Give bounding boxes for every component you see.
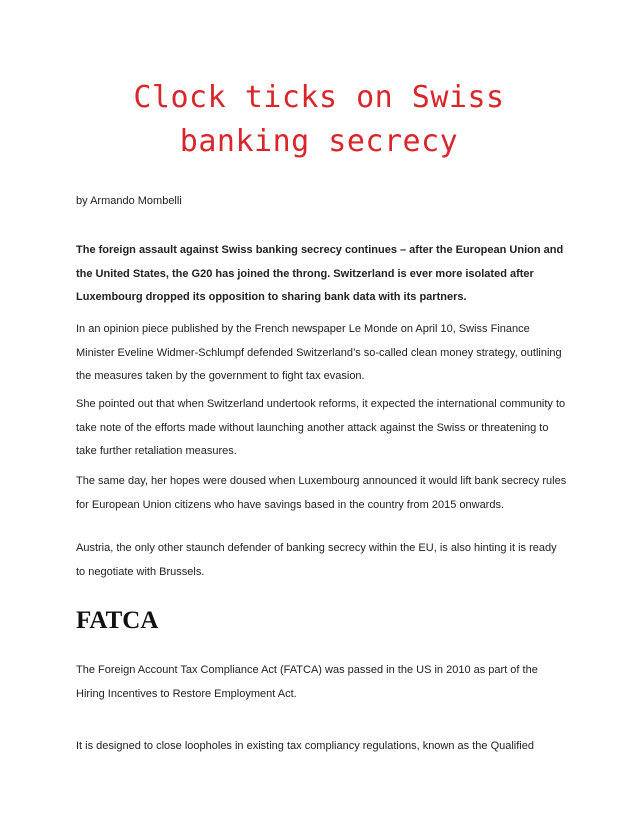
paragraph-3: The same day, her hopes were doused when Luxembourg announced it would lift bank secrecy rules for European Union citizens who have savings based in the country from 2015 onwards.: [76, 475, 567, 511]
section-paragraph-1: The Foreign Account Tax Compliance Act (FATCA) was passed in the US in 2010 as part of the Hiring Incentives to Restore Employment Act.: [76, 664, 538, 700]
article-title: Clock ticks on Swiss banking secrecy: [133, 80, 505, 159]
section-heading: FATCA: [76, 607, 159, 634]
paragraph-4: Austria, the only other staunch defender of banking secrecy within the EU, is also hinting it is ready to negotiate with Brussels.: [76, 542, 557, 578]
section-paragraph-2: It is designed to close loopholes in existing tax compliancy regulations, known as the Qualified: [76, 740, 534, 752]
paragraph-1: In an opinion piece published by the French newspaper Le Monde on April 10, Swiss Finance Minister Eveline Widmer-Schlumpf defended Switzerland’s so-called clean money strategy, outlining the measures taken by the government to fight tax evasion.: [76, 323, 562, 382]
article-lede: The foreign assault against Swiss banking secrecy continues – after the European Union and the United States, the G20 has joined the throng. Switzerland is ever more isolated after Luxembourg dropped its opposition to sharing bank data with its partners.: [76, 244, 564, 303]
article-byline: by Armando Mombelli: [76, 195, 182, 207]
paragraph-2: She pointed out that when Switzerland undertook reforms, it expected the international community to take note of the efforts made without launching another attack against the Swiss or threatening to take further retaliation measures.: [76, 398, 566, 457]
